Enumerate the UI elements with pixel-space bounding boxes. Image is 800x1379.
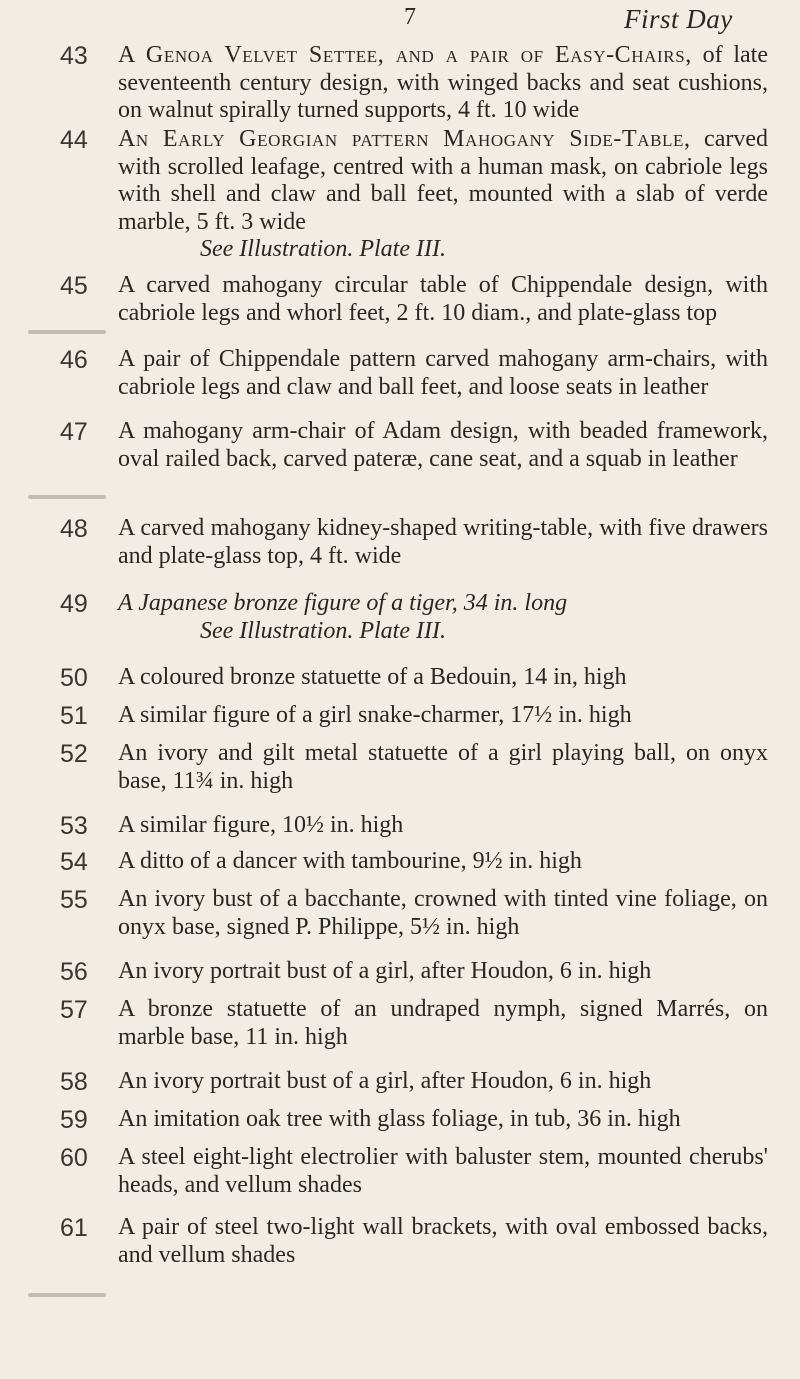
lot-description: An ivory portrait bust of a girl, after Houdon, 6 in. high bbox=[118, 1068, 652, 1094]
lot-number: 44 bbox=[60, 126, 88, 154]
lot-description: A carved mahogany circular table of Chippendale design, with cabriole legs and whorl feet, 2 ft. 10 diam., and plate-glass top bbox=[118, 272, 768, 326]
page-number: 7 bbox=[404, 4, 416, 30]
lot-number: 51 bbox=[60, 702, 88, 730]
lot-number: 59 bbox=[60, 1106, 88, 1134]
lot-number: 46 bbox=[60, 346, 88, 374]
lot-description: A similar figure of a girl snake-charmer, 17½ in. high bbox=[118, 702, 632, 728]
lot-text: A Japanese bronze figure of a tiger, 34 in. long bbox=[118, 590, 568, 616]
lot-text: carved with scrolled leafage, centred with a human mask, on cabriole legs with shell and claw and ball feet, mounted with a slab of verde marble, 5 ft. 3 wide bbox=[118, 126, 768, 235]
margin-mark bbox=[28, 1293, 106, 1297]
illustration-reference: See Illustration. Plate III. bbox=[200, 617, 446, 644]
lot-number: 50 bbox=[60, 664, 88, 692]
lot-number: 43 bbox=[60, 42, 88, 70]
lot-description: A pair of steel two-light wall brackets, with oval embossed backs, and vellum shades bbox=[118, 1214, 768, 1268]
lot-description: An ivory portrait bust of a girl, after Houdon, 6 in. high bbox=[118, 958, 652, 984]
lot-description bbox=[118, 42, 768, 125]
page-title: First Day bbox=[624, 4, 733, 34]
lot-number: 61 bbox=[60, 1214, 88, 1242]
lot-description: A coloured bronze statuette of a Bedouin, 14 in, high bbox=[118, 664, 627, 690]
lot-number: 57 bbox=[60, 996, 88, 1024]
lot-description bbox=[118, 590, 768, 645]
margin-mark bbox=[28, 495, 106, 499]
lot-number: 53 bbox=[60, 812, 88, 840]
lot-number: 55 bbox=[60, 886, 88, 914]
lot-description: A bronze statuette of an undraped nymph, signed Marrés, on marble base, 11 in. high bbox=[118, 996, 768, 1050]
lot-lead: An Early Georgian pattern Mahogany Side-Table, bbox=[118, 126, 691, 152]
lot-description bbox=[118, 126, 768, 264]
lot-number: 60 bbox=[60, 1144, 88, 1172]
lot-lead: A Genoa Velvet Settee, and a pair of Easy-Chairs, bbox=[118, 42, 692, 68]
lot-number: 47 bbox=[60, 418, 88, 446]
lot-description: A steel eight-light electrolier with baluster stem, mounted cherubs' heads, and vellum shades bbox=[118, 1144, 768, 1198]
lot-description: An ivory bust of a bacchante, crowned with tinted vine foliage, on onyx base, signed P. Philippe, 5½ in. high bbox=[118, 886, 768, 940]
lot-number: 54 bbox=[60, 848, 88, 876]
lot-description: An ivory and gilt metal statuette of a girl playing ball, on onyx base, 11¾ in. high bbox=[118, 740, 768, 794]
lot-description: A ditto of a dancer with tambourine, 9½ in. high bbox=[118, 848, 582, 874]
lot-description: A mahogany arm-chair of Adam design, with beaded framework, oval railed back, carved pateræ, cane seat, and a squab in leather bbox=[118, 418, 768, 472]
lot-number: 49 bbox=[60, 590, 88, 618]
lot-number: 45 bbox=[60, 272, 88, 300]
margin-mark bbox=[28, 330, 106, 334]
lot-number: 48 bbox=[60, 515, 88, 543]
lot-number: 52 bbox=[60, 740, 88, 768]
lot-text: of late seventeenth century design, with winged backs and seat cushions, on walnut spirally turned supports, 4 ft. 10 wide bbox=[118, 42, 768, 123]
lot-description: A carved mahogany kidney-shaped writing-table, with five drawers and plate-glass top, 4 ft. wide bbox=[118, 515, 768, 569]
lot-number: 56 bbox=[60, 958, 88, 986]
illustration-reference: See Illustration. Plate III. bbox=[200, 236, 446, 262]
lot-description: A similar figure, 10½ in. high bbox=[118, 812, 404, 838]
lot-description: A pair of Chippendale pattern carved mahogany arm-chairs, with cabriole legs and claw and ball feet, and loose seats in leather bbox=[118, 346, 768, 400]
lot-description: An imitation oak tree with glass foliage, in tub, 36 in. high bbox=[118, 1106, 681, 1132]
lot-number: 58 bbox=[60, 1068, 88, 1096]
